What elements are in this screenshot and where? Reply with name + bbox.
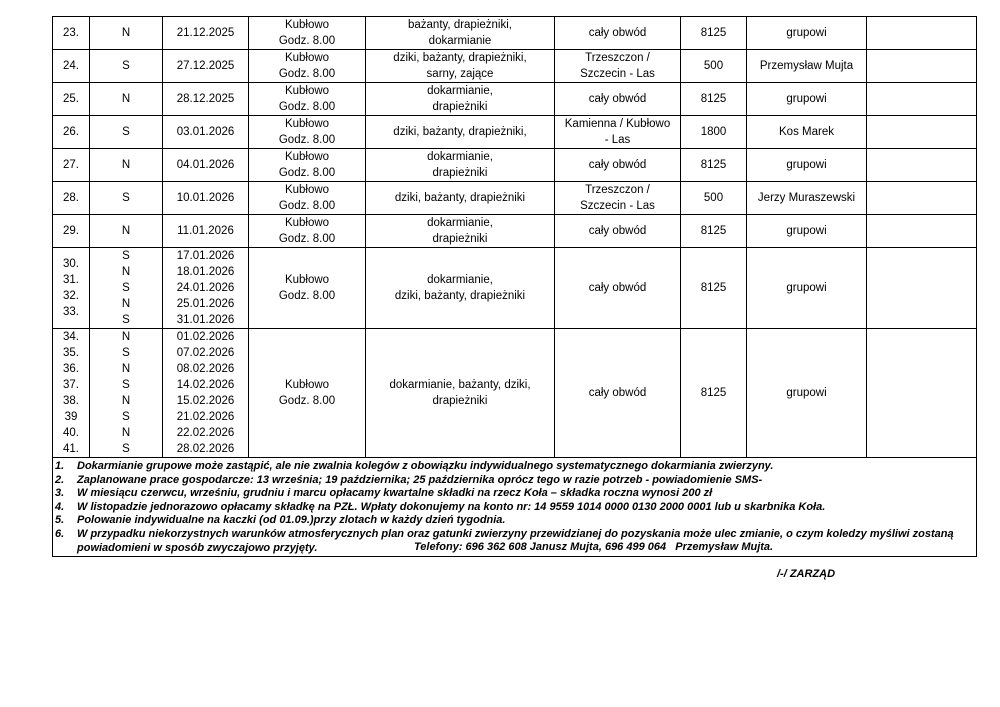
game-species-line: dokarmianie, bbox=[427, 151, 493, 163]
remarks-cell bbox=[867, 329, 977, 458]
meeting-place-cell bbox=[249, 50, 366, 83]
hunt-area-line: Kamienna / Kubłowo bbox=[564, 118, 671, 130]
meeting-place-line: Kubłowo bbox=[284, 19, 330, 31]
game-species-line: drapieżniki bbox=[432, 233, 488, 245]
meeting-place-cell bbox=[249, 248, 366, 329]
hunt-area-cell bbox=[555, 248, 681, 329]
hunt-leader-cell: grupowi bbox=[747, 215, 867, 248]
game-species-line: sarny, zające bbox=[426, 68, 494, 80]
hunting-schedule-table bbox=[52, 16, 977, 557]
hunt-type-line: S bbox=[122, 126, 130, 138]
hunt-number-line: 39 bbox=[64, 411, 78, 423]
hunt-leader-cell: Jerzy Muraszewski bbox=[747, 182, 867, 215]
meeting-place-cell bbox=[249, 83, 366, 116]
hunt-type-line: S bbox=[122, 60, 130, 72]
hunt-date-line: 22.02.2026 bbox=[176, 427, 235, 439]
table-row bbox=[53, 116, 977, 149]
hunt-number-line: 27. bbox=[63, 159, 79, 171]
hunt-date-cell bbox=[163, 149, 249, 182]
hunt-area-line: cały obwód bbox=[588, 225, 647, 237]
hunt-type-cell bbox=[90, 83, 163, 116]
meeting-place-line: Kubłowo bbox=[284, 184, 330, 196]
note-item: 4. W listopadzie jednorazowo opłacamy składkę na PZŁ. Wpłaty dokonujemy na konto nr: 14 9559 1014 0000 0130 2000 0001 lub u skarbnika Koła. bbox=[55, 500, 826, 513]
hunt-date-cell bbox=[163, 116, 249, 149]
area-value-cell: 8125 bbox=[681, 149, 747, 182]
game-species-line: drapieżniki bbox=[432, 167, 488, 179]
hunt-type-line: N bbox=[121, 363, 131, 375]
hunt-type-cell bbox=[90, 50, 163, 83]
game-species-cell bbox=[366, 149, 555, 182]
hunt-date-line: 11.01.2026 bbox=[177, 225, 234, 237]
meeting-place-line: Kubłowo bbox=[284, 52, 330, 64]
hunt-type-cell bbox=[90, 248, 163, 329]
hunt-date-cell bbox=[163, 182, 249, 215]
game-species-cell bbox=[366, 83, 555, 116]
hunt-date-line: 27.12.2025 bbox=[176, 60, 235, 72]
meeting-place-line: Godz. 8.00 bbox=[278, 233, 336, 245]
meeting-place-cell bbox=[249, 329, 366, 458]
game-species-line: dokarmianie bbox=[428, 35, 492, 47]
hunt-date-line: 18.01.2026 bbox=[176, 266, 235, 278]
meeting-place-line: Godz. 8.00 bbox=[278, 101, 336, 113]
hunt-type-line: N bbox=[121, 27, 131, 39]
meeting-place-line: Godz. 8.00 bbox=[278, 134, 336, 146]
meeting-place-line: Godz. 8.00 bbox=[278, 395, 336, 407]
game-species-line: dokarmianie, bbox=[427, 274, 493, 286]
hunt-area-line: Trzeszczon / bbox=[585, 52, 650, 64]
hunt-number-line: 32. bbox=[63, 290, 79, 302]
hunt-type-line: S bbox=[122, 411, 130, 423]
area-value-cell: 500 bbox=[681, 50, 747, 83]
game-species-cell bbox=[366, 329, 555, 458]
meeting-place-cell bbox=[249, 182, 366, 215]
hunt-number-line: 31. bbox=[63, 274, 79, 286]
hunt-date-line: 31.01.2026 bbox=[176, 314, 235, 326]
hunt-type-line: S bbox=[122, 192, 130, 204]
hunt-date-line: 04.01.2026 bbox=[176, 159, 235, 171]
meeting-place-line: Godz. 8.00 bbox=[278, 167, 336, 179]
area-value-cell: 8125 bbox=[681, 83, 747, 116]
game-species-line: dokarmianie, bbox=[427, 217, 493, 229]
hunt-date-line: 03.01.2026 bbox=[176, 126, 235, 138]
hunt-date-line: 15.02.2026 bbox=[176, 395, 235, 407]
hunt-area-line: Szczecin - Las bbox=[580, 68, 655, 80]
meeting-place-line: Kubłowo bbox=[284, 151, 330, 163]
contact-phones: Telefony: 696 362 608 Janusz Mujta, 696 499 064 Przemysław Mujta. bbox=[414, 541, 774, 553]
hunt-area-line: cały obwód bbox=[588, 27, 647, 39]
remarks-cell bbox=[867, 116, 977, 149]
hunt-type-line: N bbox=[121, 298, 131, 310]
remarks-cell bbox=[867, 50, 977, 83]
hunt-area-cell bbox=[555, 149, 681, 182]
hunt-date-line: 28.12.2025 bbox=[176, 93, 235, 105]
hunt-type-cell bbox=[90, 215, 163, 248]
area-value-cell: 500 bbox=[681, 182, 747, 215]
note-item: 2. Zaplanowane prace gospodarcze: 13 września; 19 października; 25 października oprócz tego w razie potrzeb - powiadomienie SMS- bbox=[55, 473, 763, 486]
hunt-number-cell bbox=[53, 116, 90, 149]
hunt-area-line: cały obwód bbox=[588, 93, 647, 105]
hunt-date-cell bbox=[163, 17, 249, 50]
game-species-line: drapieżniki bbox=[432, 395, 488, 407]
hunt-type-line: N bbox=[121, 427, 131, 439]
hunt-date-line: 21.02.2026 bbox=[176, 411, 235, 423]
hunt-date-line: 25.01.2026 bbox=[176, 298, 235, 310]
hunt-date-cell bbox=[163, 83, 249, 116]
hunt-type-cell bbox=[90, 17, 163, 50]
meeting-place-line: Kubłowo bbox=[284, 274, 330, 286]
hunt-area-line: Trzeszczon / bbox=[585, 184, 650, 196]
hunt-date-cell bbox=[163, 50, 249, 83]
hunt-number-line: 40. bbox=[63, 427, 79, 439]
game-species-line: drapieżniki bbox=[432, 101, 488, 113]
hunt-type-line: S bbox=[122, 314, 130, 326]
hunt-number-line: 35. bbox=[63, 347, 79, 359]
hunt-date-cell bbox=[163, 248, 249, 329]
game-species-cell bbox=[366, 17, 555, 50]
game-species-cell bbox=[366, 50, 555, 83]
remarks-cell bbox=[867, 149, 977, 182]
game-species-line: dokarmianie, bbox=[427, 85, 493, 97]
meeting-place-line: Kubłowo bbox=[284, 379, 330, 391]
hunt-type-cell bbox=[90, 182, 163, 215]
meeting-place-line: Godz. 8.00 bbox=[278, 35, 336, 47]
hunt-leader-cell: grupowi bbox=[747, 248, 867, 329]
hunt-type-cell bbox=[90, 149, 163, 182]
hunt-type-cell bbox=[90, 329, 163, 458]
game-species-line: bażanty, drapieżniki, bbox=[408, 19, 512, 31]
meeting-place-line: Kubłowo bbox=[284, 217, 330, 229]
hunt-number-line: 30. bbox=[63, 258, 79, 270]
hunt-type-line: N bbox=[121, 225, 131, 237]
hunt-number-cell bbox=[53, 149, 90, 182]
remarks-cell bbox=[867, 248, 977, 329]
hunt-type-line: N bbox=[121, 159, 131, 171]
meeting-place-cell bbox=[249, 116, 366, 149]
hunt-date-line: 01.02.2026 bbox=[176, 331, 235, 343]
hunt-number-cell bbox=[53, 329, 90, 458]
hunt-area-cell bbox=[555, 215, 681, 248]
table-row bbox=[53, 83, 977, 116]
game-species-cell bbox=[366, 182, 555, 215]
meeting-place-line: Kubłowo bbox=[284, 118, 330, 130]
game-species-cell bbox=[366, 248, 555, 329]
meeting-place-cell bbox=[249, 149, 366, 182]
hunt-type-line: N bbox=[121, 266, 131, 278]
game-species-cell bbox=[366, 215, 555, 248]
hunt-date-line: 24.01.2026 bbox=[176, 282, 235, 294]
hunt-number-line: 28. bbox=[63, 192, 79, 204]
hunt-leader-cell: grupowi bbox=[747, 149, 867, 182]
hunt-area-line: cały obwód bbox=[588, 282, 647, 294]
hunt-area-line: Szczecin - Las bbox=[580, 200, 655, 212]
note-item: 3. W miesiącu czerwcu, wrześniu, grudniu i marcu opłacamy kwartalne składki na rzecz Koła – składka roczna wynosi 200 zł bbox=[55, 487, 713, 500]
hunt-number-line: 33. bbox=[63, 306, 79, 318]
table-row bbox=[53, 329, 977, 458]
hunt-leader-cell: grupowi bbox=[747, 83, 867, 116]
hunt-area-line: cały obwód bbox=[588, 159, 647, 171]
meeting-place-line: Godz. 8.00 bbox=[278, 68, 336, 80]
hunt-number-line: 34. bbox=[63, 331, 79, 343]
area-value-cell: 8125 bbox=[681, 215, 747, 248]
hunt-date-line: 07.02.2026 bbox=[176, 347, 235, 359]
note-item: 1. Dokarmianie grupowe może zastąpić, ale nie zwalnia kolegów z obowiązku indywidualnego systematycznego dokarmiania zwierzyny. bbox=[55, 460, 774, 472]
hunt-number-cell bbox=[53, 50, 90, 83]
hunt-leader-cell: grupowi bbox=[747, 17, 867, 50]
meeting-place-cell bbox=[249, 17, 366, 50]
table-row bbox=[53, 17, 977, 50]
hunt-area-line: cały obwód bbox=[588, 387, 647, 399]
hunt-date-line: 21.12.2025 bbox=[176, 27, 235, 39]
hunt-type-line: N bbox=[121, 395, 131, 407]
hunt-date-line: 28.02.2026 bbox=[176, 443, 235, 455]
hunt-area-cell bbox=[555, 50, 681, 83]
hunt-date-line: 08.02.2026 bbox=[176, 363, 235, 375]
area-value-cell: 1800 bbox=[681, 116, 747, 149]
remarks-cell bbox=[867, 182, 977, 215]
hunt-area-cell bbox=[555, 329, 681, 458]
hunt-type-line: S bbox=[122, 443, 130, 455]
table-row bbox=[53, 50, 977, 83]
hunt-type-line: N bbox=[121, 331, 131, 343]
meeting-place-line: Godz. 8.00 bbox=[278, 200, 336, 212]
hunt-date-line: 14.02.2026 bbox=[176, 379, 235, 391]
hunt-date-cell bbox=[163, 215, 249, 248]
hunt-leader-cell: Przemysław Mujta bbox=[747, 50, 867, 83]
table-row bbox=[53, 182, 977, 215]
game-species-cell bbox=[366, 116, 555, 149]
board-signature: /-/ ZARZĄD bbox=[777, 568, 836, 580]
game-species-line: dokarmianie, bażanty, dziki, bbox=[389, 379, 531, 391]
game-species-line: dziki, bażanty, drapieżniki, bbox=[393, 126, 527, 138]
hunt-area-line: - Las bbox=[604, 134, 631, 146]
game-species-line: dziki, bażanty, drapieżniki bbox=[394, 290, 526, 302]
hunt-area-cell bbox=[555, 83, 681, 116]
hunt-type-line: N bbox=[121, 93, 131, 105]
game-species-line: dziki, bażanty, drapieżniki, bbox=[393, 52, 527, 64]
hunt-number-line: 23. bbox=[63, 27, 79, 39]
hunt-type-line: S bbox=[122, 379, 130, 391]
hunt-type-line: S bbox=[122, 347, 130, 359]
area-value-cell: 8125 bbox=[681, 329, 747, 458]
hunt-type-line: S bbox=[122, 250, 130, 262]
area-value-cell: 8125 bbox=[681, 248, 747, 329]
hunt-number-line: 38. bbox=[63, 395, 79, 407]
table-row bbox=[53, 248, 977, 329]
meeting-place-cell bbox=[249, 215, 366, 248]
hunt-type-cell bbox=[90, 116, 163, 149]
hunt-number-line: 36. bbox=[63, 363, 79, 375]
hunt-number-line: 37. bbox=[63, 379, 79, 391]
table-row bbox=[53, 215, 977, 248]
hunt-area-cell bbox=[555, 17, 681, 50]
hunt-number-line: 29. bbox=[63, 225, 79, 237]
hunt-number-line: 25. bbox=[63, 93, 79, 105]
hunt-number-line: 26. bbox=[63, 126, 79, 138]
table-row bbox=[53, 149, 977, 182]
hunt-date-line: 17.01.2026 bbox=[176, 250, 235, 262]
remarks-cell bbox=[867, 215, 977, 248]
hunt-number-cell bbox=[53, 17, 90, 50]
hunt-number-line: 24. bbox=[63, 60, 79, 72]
meeting-place-line: Godz. 8.00 bbox=[278, 290, 336, 302]
hunt-number-line: 41. bbox=[63, 443, 79, 455]
area-value-cell: 8125 bbox=[681, 17, 747, 50]
hunt-number-cell bbox=[53, 182, 90, 215]
hunt-area-cell bbox=[555, 182, 681, 215]
hunt-number-cell bbox=[53, 248, 90, 329]
hunt-date-line: 10.01.2026 bbox=[176, 192, 235, 204]
hunt-date-cell bbox=[163, 329, 249, 458]
hunt-number-cell bbox=[53, 83, 90, 116]
hunt-leader-cell: grupowi bbox=[747, 329, 867, 458]
hunt-number-cell bbox=[53, 215, 90, 248]
meeting-place-line: Kubłowo bbox=[284, 85, 330, 97]
note-item: 5. Polowanie indywidualne na kaczki (od 01.09.)przy zlotach w każdy dzień tygodnia. bbox=[55, 514, 506, 527]
remarks-cell bbox=[867, 83, 977, 116]
remarks-cell bbox=[867, 17, 977, 50]
hunt-area-cell bbox=[555, 116, 681, 149]
hunt-leader-cell: Kos Marek bbox=[747, 116, 867, 149]
note-item: 6. W przypadku niekorzystnych warunków atmosferycznych plan oraz gatunki zwierzyny przewidzianej do pozyskania może ulec zmianie, o czym koledzy myśliwi zostaną powiadomieni w sposób zwyczajowo przyjęty. bbox=[55, 527, 954, 554]
game-species-line: dziki, bażanty, drapieżniki bbox=[394, 192, 526, 204]
hunt-type-line: S bbox=[122, 282, 130, 294]
